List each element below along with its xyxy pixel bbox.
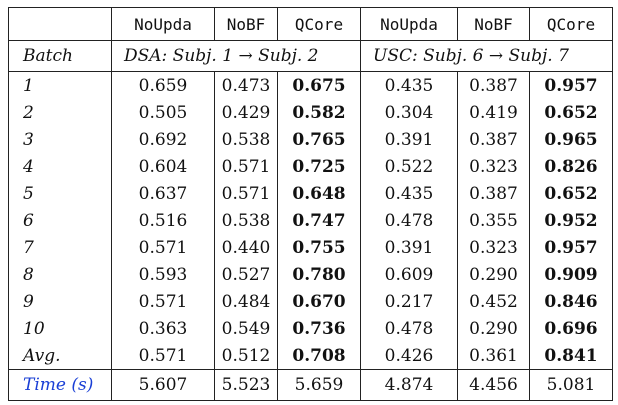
header-nobf-usc: NoBF — [458, 8, 530, 41]
table-cell: 0.419 — [458, 99, 530, 126]
table-cell: 0.659 — [112, 72, 215, 100]
table-cell: 0.549 — [215, 315, 278, 342]
table-cell: 0.512 — [215, 342, 278, 370]
row-label: 5 — [9, 180, 112, 207]
table-cell: 0.304 — [361, 99, 458, 126]
time-cell: 5.607 — [112, 370, 215, 401]
row-label: 2 — [9, 99, 112, 126]
table-cell: 0.909 — [530, 261, 613, 288]
table-row — [9, 342, 613, 370]
table-cell: 0.452 — [458, 288, 530, 315]
header-corner — [9, 8, 112, 41]
time-row — [9, 370, 613, 401]
row-label: 4 — [9, 153, 112, 180]
table-cell: 0.692 — [112, 126, 215, 153]
table-cell: 0.391 — [361, 234, 458, 261]
table-cell: 0.755 — [278, 234, 361, 261]
time-cell: 4.456 — [458, 370, 530, 401]
table-cell: 0.516 — [112, 207, 215, 234]
batch-label: Batch — [9, 41, 112, 72]
table-cell: 0.736 — [278, 315, 361, 342]
header-qcore-dsa: QCore — [278, 8, 361, 41]
table-cell: 0.435 — [361, 180, 458, 207]
table-cell: 0.538 — [215, 207, 278, 234]
table-cell: 0.217 — [361, 288, 458, 315]
row-label: 6 — [9, 207, 112, 234]
table-cell: 0.957 — [530, 234, 613, 261]
header-noupda-dsa: NoUpda — [112, 8, 215, 41]
table-row — [9, 72, 613, 100]
time-cell: 5.659 — [278, 370, 361, 401]
table-cell: 0.527 — [215, 261, 278, 288]
table-cell: 0.522 — [361, 153, 458, 180]
table-cell: 0.604 — [112, 153, 215, 180]
table-cell: 0.648 — [278, 180, 361, 207]
table-cell: 0.391 — [361, 126, 458, 153]
table-cell: 0.387 — [458, 72, 530, 100]
table-row — [9, 315, 613, 342]
table-cell: 0.670 — [278, 288, 361, 315]
table-cell: 0.571 — [112, 288, 215, 315]
row-label: 7 — [9, 234, 112, 261]
row-label: 8 — [9, 261, 112, 288]
table-cell: 0.652 — [530, 99, 613, 126]
table-cell: 0.290 — [458, 315, 530, 342]
row-label: Avg. — [9, 342, 112, 370]
row-label: 9 — [9, 288, 112, 315]
row-label: 3 — [9, 126, 112, 153]
table-cell: 0.478 — [361, 207, 458, 234]
header-nobf-dsa: NoBF — [215, 8, 278, 41]
table-cell: 0.478 — [361, 315, 458, 342]
results-table — [8, 7, 613, 401]
subheader-row — [9, 41, 613, 72]
table-cell: 0.582 — [278, 99, 361, 126]
table-cell: 0.593 — [112, 261, 215, 288]
table-cell: 0.725 — [278, 153, 361, 180]
table-body — [9, 72, 613, 370]
table-cell: 0.323 — [458, 234, 530, 261]
row-label: 10 — [9, 315, 112, 342]
table-cell: 0.361 — [458, 342, 530, 370]
table-cell: 0.652 — [530, 180, 613, 207]
row-label: 1 — [9, 72, 112, 100]
table-cell: 0.846 — [530, 288, 613, 315]
table-cell: 0.290 — [458, 261, 530, 288]
table-row — [9, 207, 613, 234]
time-cell: 4.874 — [361, 370, 458, 401]
table-cell: 0.435 — [361, 72, 458, 100]
header-row — [9, 8, 613, 41]
table-cell: 0.957 — [530, 72, 613, 100]
table-row — [9, 153, 613, 180]
table-row — [9, 99, 613, 126]
table-cell: 0.965 — [530, 126, 613, 153]
header-noupda-usc: NoUpda — [361, 8, 458, 41]
table-cell: 0.571 — [112, 234, 215, 261]
table-cell: 0.426 — [361, 342, 458, 370]
table-cell: 0.538 — [215, 126, 278, 153]
table-cell: 0.355 — [458, 207, 530, 234]
time-label: Time (s) — [9, 370, 112, 401]
table-cell: 0.826 — [530, 153, 613, 180]
table-cell: 0.765 — [278, 126, 361, 153]
table-cell: 0.429 — [215, 99, 278, 126]
table-cell: 0.637 — [112, 180, 215, 207]
table-row — [9, 261, 613, 288]
table-cell: 0.780 — [278, 261, 361, 288]
table-cell: 0.363 — [112, 315, 215, 342]
table-cell: 0.696 — [530, 315, 613, 342]
table-cell: 0.484 — [215, 288, 278, 315]
table-cell: 0.708 — [278, 342, 361, 370]
group-dsa-label: DSA: Subj. 1 → Subj. 2 — [112, 41, 361, 72]
table-cell: 0.387 — [458, 126, 530, 153]
table-cell: 0.571 — [215, 180, 278, 207]
table-cell: 0.675 — [278, 72, 361, 100]
time-cell: 5.523 — [215, 370, 278, 401]
table-row — [9, 180, 613, 207]
table-cell: 0.841 — [530, 342, 613, 370]
table-cell: 0.571 — [112, 342, 215, 370]
table-cell: 0.387 — [458, 180, 530, 207]
table-cell: 0.609 — [361, 261, 458, 288]
table-cell: 0.952 — [530, 207, 613, 234]
table-row — [9, 126, 613, 153]
table-cell: 0.571 — [215, 153, 278, 180]
time-cell: 5.081 — [530, 370, 613, 401]
table-cell: 0.747 — [278, 207, 361, 234]
table-cell: 0.473 — [215, 72, 278, 100]
group-usc-label: USC: Subj. 6 → Subj. 7 — [361, 41, 613, 72]
table-cell: 0.440 — [215, 234, 278, 261]
table-cell: 0.323 — [458, 153, 530, 180]
table-cell: 0.505 — [112, 99, 215, 126]
header-qcore-usc: QCore — [530, 8, 613, 41]
table-row — [9, 234, 613, 261]
table-row — [9, 288, 613, 315]
